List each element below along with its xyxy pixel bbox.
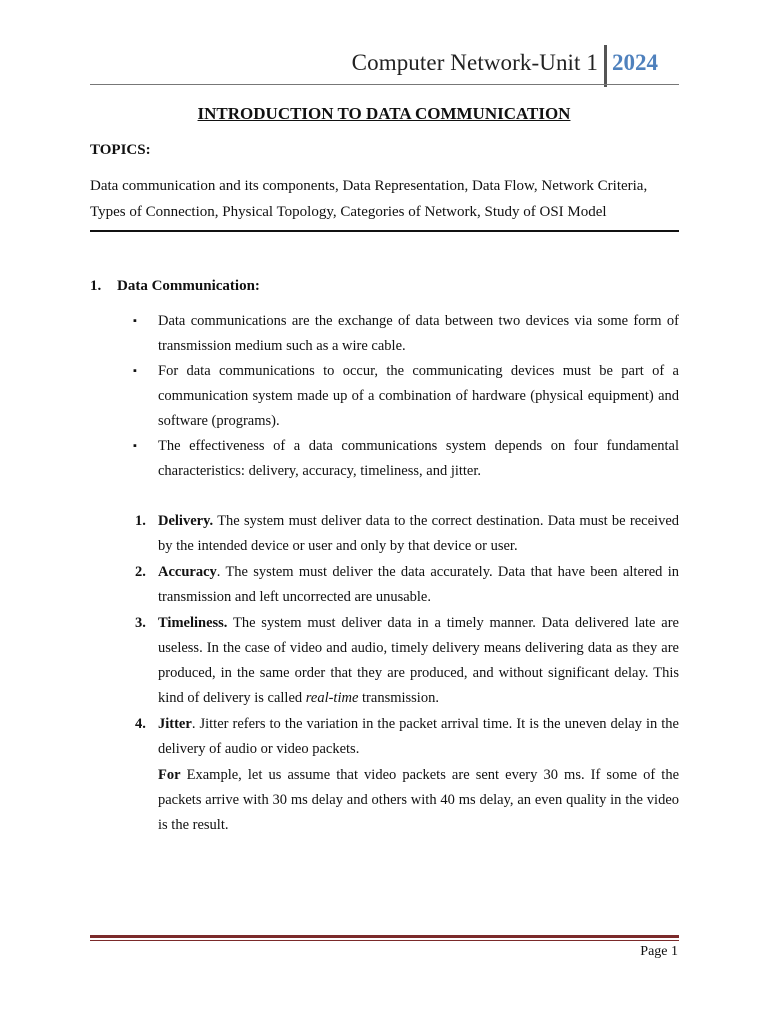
topics-text: Data communication and its components, Data Representation, Data Flow, Network Criteria, Types of Connection, Physical Topology, Categories of Network, Study of OSI Model [90, 178, 648, 220]
item-text: . Jitter refers to the variation in the packet arrival time. It is the uneven delay in the delivery of audio or video packets. [158, 716, 679, 757]
item-number: 4. [135, 716, 146, 732]
bullet-text: The effectiveness of a data communications system depends on four fundamental characteristics: delivery, accuracy, timeliness, and jitter. [158, 438, 679, 479]
item-text: The system must deliver data in a timely manner. Data delivered late are useless. In the case of video and audio, timely delivery means delivering data as they are produced, in the same order that they are produced, and without significant delay. This kind of delivery is called [158, 615, 679, 706]
item-term: Delivery. [158, 513, 214, 529]
example-paragraph [158, 763, 679, 838]
item-term: Timeliness. [158, 615, 228, 631]
topics-heading: TOPICS: [90, 142, 151, 158]
item-term: Jitter [158, 716, 192, 732]
bullet-item [133, 309, 679, 359]
item-text: The system must deliver data to the correct destination. Data must be received by the intended device or user and only by that device or user. [158, 513, 679, 554]
header-year: 2024 [612, 50, 658, 75]
bullet-list [133, 309, 679, 484]
document-title: INTRODUCTION TO DATA COMMUNICATION [197, 104, 571, 123]
page-number: Page 1 [640, 944, 678, 959]
item-italic-term: real-time [305, 690, 359, 706]
bullet-item [133, 359, 679, 434]
section-separator [90, 230, 679, 232]
bullet-text: Data communications are the exchange of data between two devices via some form of transmission medium such as a wire cable. [158, 313, 679, 354]
square-bullet-icon: ▪ [133, 315, 137, 327]
list-item-delivery [133, 509, 679, 559]
list-item-timeliness [133, 611, 679, 711]
square-bullet-icon: ▪ [133, 440, 137, 452]
bullet-text: For data communications to occur, the communicating devices must be part of a communication system made up of a combination of hardware (physical equipment) and software (programs). [158, 363, 679, 429]
item-text: . The system must deliver the data accurately. Data that have been altered in transmission and left uncorrected are unusable. [158, 564, 679, 605]
item-number: 3. [135, 615, 146, 631]
item-number: 2. [135, 564, 146, 580]
square-bullet-icon: ▪ [133, 365, 137, 377]
example-text: Example, let us assume that video packets are sent every 30 ms. If some of the packets arrive with 30 ms delay and others with 40 ms delay, an even quality in the video is the result. [158, 767, 679, 833]
section-heading [90, 278, 260, 295]
list-item-jitter [133, 712, 679, 838]
footer-rule-thick [90, 935, 679, 938]
header-divider [604, 45, 607, 87]
header-rule [90, 84, 679, 85]
item-term: Accuracy [158, 564, 217, 580]
list-item-accuracy [133, 560, 679, 610]
section-title: Data Communication: [117, 278, 260, 294]
item-number: 1. [135, 513, 146, 529]
header-title: Computer Network-Unit 1 [351, 50, 598, 75]
item-text-end: transmission. [358, 690, 439, 706]
bullet-item [133, 434, 679, 484]
characteristics-list [133, 509, 679, 839]
example-lead: For [158, 767, 181, 783]
section-number: 1. [90, 278, 102, 294]
footer-rule-thin [90, 940, 679, 941]
